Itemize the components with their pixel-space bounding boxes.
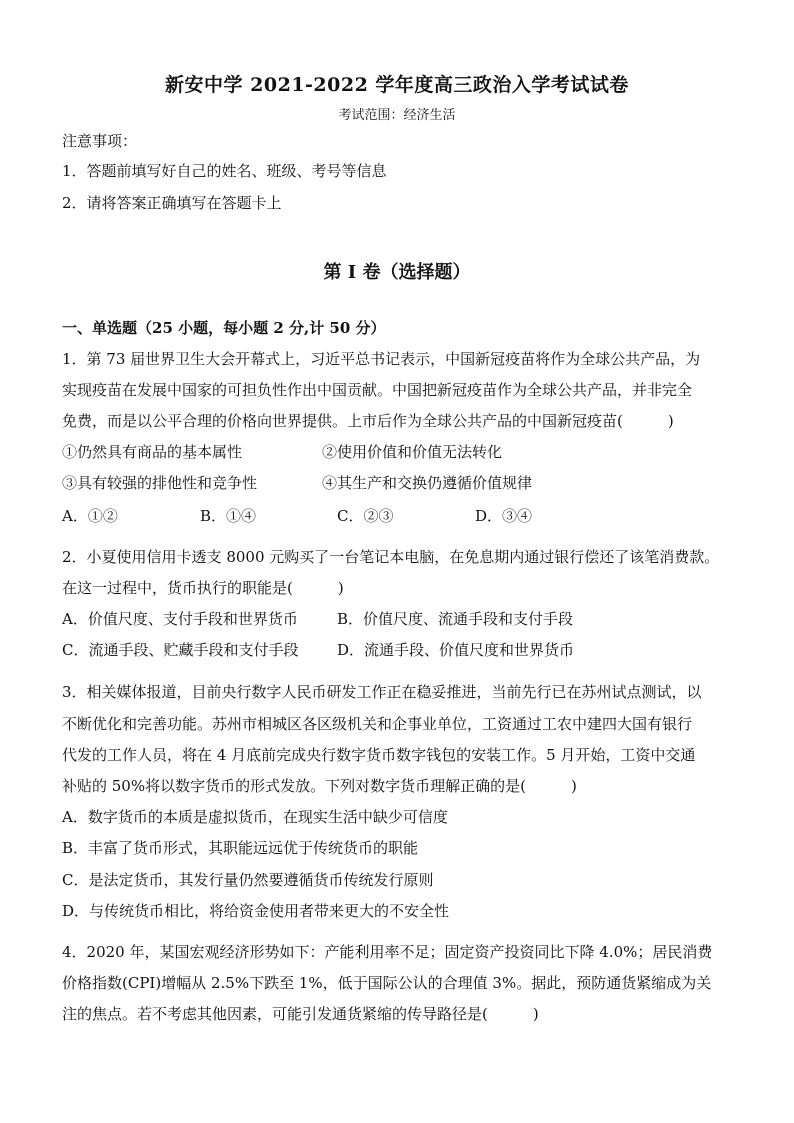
- note-item: 2．请将答案正确填写在答题卡上: [62, 194, 282, 212]
- question-3-line: 代发的工作人员，将在 4 月底前完成央行数字货币数字钱包的安装工作。5 月开始，工资中交通: [62, 746, 696, 764]
- question-2-line: 2．小夏使用信用卡透支 8000 元购买了一台笔记本电脑，在免息期内通过银行偿还了该笔消费款。: [62, 548, 720, 566]
- statement-3: ③具有较强的排他性和竞争性: [62, 474, 258, 492]
- question-3-line: 不断优化和完善功能。苏州市相城区各区级机关和企事业单位，工资通过工农中建四大国有银行: [62, 715, 693, 733]
- option-a[interactable]: A．①②: [62, 507, 118, 525]
- statement-4: ④其生产和交换仍遵循价值规律: [322, 474, 533, 492]
- option-d[interactable]: D．流通手段、价值尺度和世界货币: [337, 641, 575, 659]
- question-1-line: 免费，而是以公平合理的价格向世界提供。上市后作为全球公共产品的中国新冠疫苗( ): [62, 412, 674, 430]
- option-a[interactable]: A．价值尺度、支付手段和世界货币: [62, 610, 298, 628]
- question-1-line: 1．第 73 届世界卫生大会开幕式上，习近平总书记表示，中国新冠疫苗将作为全球公共产品，为: [62, 350, 701, 368]
- question-3-line: 补贴的 50%将以数字货币的形式发放。下列对数字货币理解正确的是( ): [62, 777, 577, 795]
- question-2-line: 在这一过程中，货币执行的职能是( ): [62, 579, 344, 597]
- statement-2: ②使用价值和价值无法转化: [322, 443, 503, 461]
- option-c[interactable]: C．②③: [337, 507, 394, 525]
- question-4-line: 4．2020 年，某国宏观经济形势如下：产能利用率不足；固定资产投资同比下降 4.0%；居民消费: [62, 943, 713, 961]
- option-b[interactable]: B．丰富了货币形式，其职能远远优于传统货币的职能: [62, 839, 419, 857]
- note-item: 1．答题前填写好自己的姓名、班级、考号等信息: [62, 162, 387, 180]
- question-4-line: 价格指数(CPI)增幅从 2.5%下跌至 1%，低于国际公认的合理值 3%。据此，预防通货紧缩成为关: [62, 974, 712, 992]
- section-title: 第 I 卷（选择题）: [323, 262, 471, 283]
- option-b[interactable]: B．价值尺度、流通手段和支付手段: [337, 610, 574, 628]
- exam-scope: 考试范围：经济生活: [338, 108, 456, 123]
- part-title: 一、单选题（25 小题，每小题 2 分,计 50 分）: [62, 319, 386, 337]
- question-3-line: 3．相关媒体报道，目前央行数字人民币研发工作正在稳妥推进，当前先行已在苏州试点测试，以: [62, 683, 702, 701]
- option-c[interactable]: C．是法定货币，其发行量仍然要遵循货币传统发行原则: [62, 871, 434, 889]
- option-d[interactable]: D．③④: [475, 507, 533, 525]
- option-d[interactable]: D．与传统货币相比，将给资金使用者带来更大的不安全性: [62, 902, 450, 920]
- option-a[interactable]: A．数字货币的本质是虚拟货币，在现实生活中缺少可信度: [62, 808, 448, 826]
- option-c[interactable]: C．流通手段、贮藏手段和支付手段: [62, 641, 299, 659]
- statement-1: ①仍然具有商品的基本属性: [62, 443, 243, 461]
- exam-title: 新安中学 2021-2022 学年度高三政治入学考试试卷: [165, 74, 629, 96]
- option-b[interactable]: B．①④: [200, 507, 257, 525]
- question-1-line: 实现疫苗在发展中国家的可担负性作出中国贡献。中国把新冠疫苗作为全球公共产品，并非完全: [62, 381, 693, 399]
- question-4-line: 注的焦点。若不考虑其他因素，可能引发通货紧缩的传导路径是( ): [62, 1005, 539, 1023]
- notes-heading: 注意事项：: [62, 132, 138, 150]
